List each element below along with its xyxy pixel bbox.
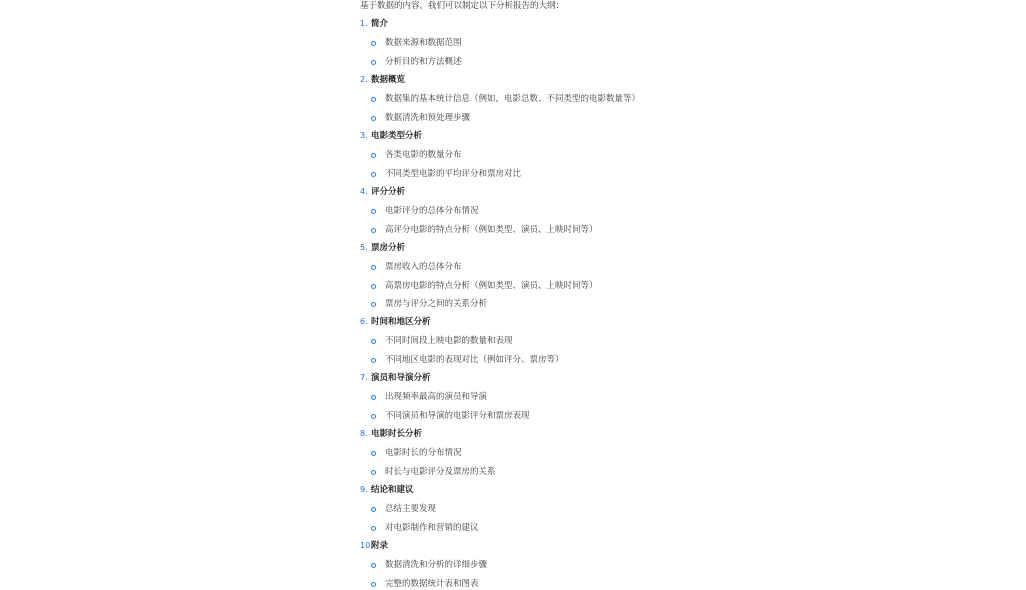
section-title: 结论和建议 bbox=[371, 485, 414, 495]
section-number: 2. bbox=[360, 75, 368, 84]
circle-bullet-icon bbox=[371, 582, 376, 587]
list-item-text: 时长与电影评分及票房的关系 bbox=[385, 467, 496, 477]
list-item-text: 电影时长的分布情况 bbox=[385, 448, 462, 458]
section-title: 评分分析 bbox=[371, 187, 406, 197]
circle-bullet-icon bbox=[371, 507, 376, 512]
list-item-text: 数据集的基本统计信息（例如，电影总数、不同类型的电影数量等） bbox=[385, 94, 641, 104]
section-title: 电影时长分析 bbox=[371, 429, 423, 439]
list-item-text: 不同时间段上映电影的数量和表现 bbox=[385, 336, 513, 346]
circle-bullet-icon bbox=[371, 60, 376, 65]
circle-bullet-icon bbox=[371, 414, 376, 419]
circle-bullet-icon bbox=[371, 470, 376, 475]
section-number: 4. bbox=[360, 187, 368, 196]
section-number: 5. bbox=[360, 243, 368, 252]
list-item-text: 出现频率最高的演员和导演 bbox=[385, 392, 488, 402]
circle-bullet-icon bbox=[371, 526, 376, 531]
intro-text: 基于数据的内容，我们可以制定以下分析报告的大纲： bbox=[360, 1, 565, 11]
list-item-text: 各类电影的数量分布 bbox=[385, 150, 462, 160]
section-number: 3. bbox=[360, 131, 368, 140]
section-title: 数据概览 bbox=[371, 75, 406, 85]
list-item-text: 完整的数据统计表和图表 bbox=[385, 579, 479, 589]
list-item-text: 票房收入的总体分布 bbox=[385, 262, 462, 272]
circle-bullet-icon bbox=[371, 563, 376, 568]
section-number: 10. bbox=[360, 541, 373, 550]
section-number: 1. bbox=[360, 19, 368, 28]
list-item-text: 总结主要发现 bbox=[385, 504, 437, 514]
section-number: 8. bbox=[360, 429, 368, 438]
list-item-text: 高评分电影的特点分析（例如类型、演员、上映时间等） bbox=[385, 225, 598, 235]
circle-bullet-icon bbox=[371, 358, 376, 363]
section-title: 票房分析 bbox=[371, 243, 406, 253]
list-item-text: 数据清洗和分析的详细步骤 bbox=[385, 560, 488, 570]
list-item-text: 不同地区电影的表现对比（例如评分、票房等） bbox=[385, 355, 564, 365]
list-item-text: 票房与评分之间的关系分析 bbox=[385, 299, 488, 309]
list-item-text: 电影评分的总体分布情况 bbox=[385, 206, 479, 216]
section-title: 附录 bbox=[371, 541, 389, 551]
list-item-text: 高票房电影的特点分析（例如类型、演员、上映时间等） bbox=[385, 281, 598, 291]
section-title: 电影类型分析 bbox=[371, 131, 423, 141]
circle-bullet-icon bbox=[371, 284, 376, 289]
circle-bullet-icon bbox=[371, 228, 376, 233]
section-title: 简介 bbox=[371, 19, 389, 29]
list-item-text: 不同演员和导演的电影评分和票房表现 bbox=[385, 411, 530, 421]
circle-bullet-icon bbox=[371, 265, 376, 270]
section-number: 9. bbox=[360, 485, 368, 494]
circle-bullet-icon bbox=[371, 395, 376, 400]
circle-bullet-icon bbox=[371, 302, 376, 307]
section-title: 时间和地区分析 bbox=[371, 317, 431, 327]
circle-bullet-icon bbox=[371, 41, 376, 46]
list-item-text: 数据清洗和预处理步骤 bbox=[385, 113, 471, 123]
circle-bullet-icon bbox=[371, 97, 376, 102]
circle-bullet-icon bbox=[371, 153, 376, 158]
circle-bullet-icon bbox=[371, 339, 376, 344]
section-title: 演员和导演分析 bbox=[371, 373, 431, 383]
circle-bullet-icon bbox=[371, 116, 376, 121]
section-number: 7. bbox=[360, 373, 368, 382]
circle-bullet-icon bbox=[371, 451, 376, 456]
list-item-text: 对电影制作和营销的建议 bbox=[385, 523, 479, 533]
list-item-text: 不同类型电影的平均评分和票房对比 bbox=[385, 169, 522, 179]
section-number: 6. bbox=[360, 317, 368, 326]
circle-bullet-icon bbox=[371, 209, 376, 214]
list-item-text: 分析目的和方法概述 bbox=[385, 57, 462, 67]
list-item-text: 数据来源和数据范围 bbox=[385, 38, 462, 48]
circle-bullet-icon bbox=[371, 172, 376, 177]
